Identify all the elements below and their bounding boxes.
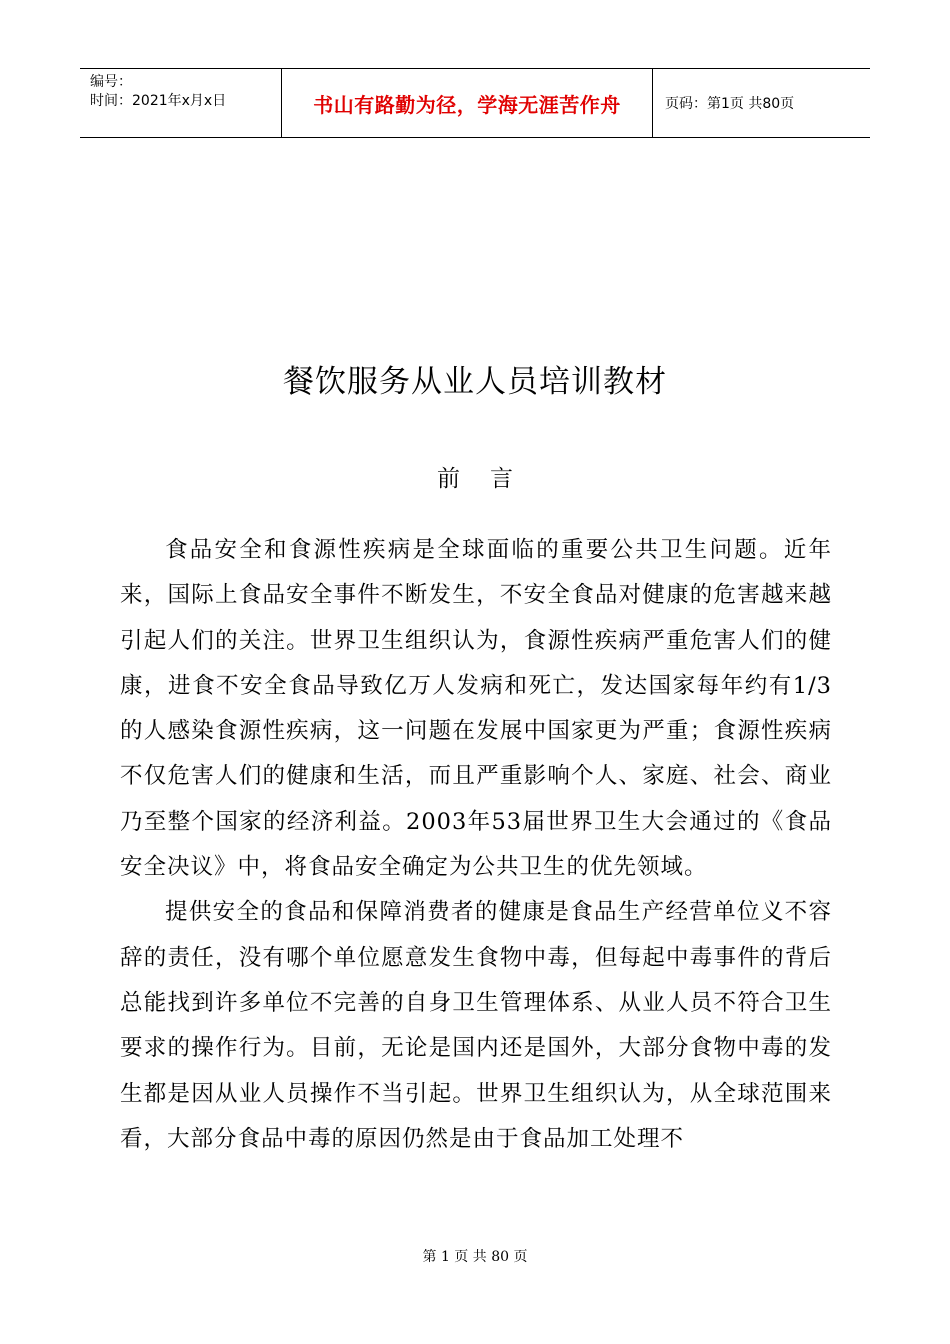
document-title: 餐饮服务从业人员培训教材 (283, 364, 667, 400)
page-header (80, 68, 870, 138)
paragraph: 提供安全的食品和保障消费者的健康是食品生产经营单位义不容辞的责任，没有哪个单位愿意发生食物中毒，但每起中毒事件的背后总能找到许多单位不完善的自身卫生管理体系、从业人员不符合卫生要求的操作行为。目前，无论是国内还是国外，大部分食物中毒的发生都是因从业人员操作不当引起。世界卫生组织认为，从全球范围来看，大部分食品中毒的原因仍然是由于食品加工处理不 (120, 899, 832, 1152)
time-label: 时间：2021年x月x日 (90, 93, 227, 109)
section-heading: 前言 (437, 466, 543, 492)
header-page-info (653, 69, 870, 137)
header-meta (80, 69, 281, 137)
document-body (120, 528, 832, 1162)
header-motto: 书山有路勤为径，学海无涯苦作舟 (313, 92, 621, 117)
page-info-label: 页码：第1页 共80页 (665, 96, 795, 112)
page-footer: 第 1 页 共 80 页 (422, 1249, 528, 1265)
paragraph: 食品安全和食源性疾病是全球面临的重要公共卫生问题。近年来，国际上食品安全事件不断发生，不安全食品对健康的危害越来越引起人们的关注。世界卫生组织认为，食源性疾病严重危害人们的健康，进食不安全食品导致亿万人发病和死亡，发达国家每年约有1/3的人感染食源性疾病，这一问题在发展中国家更为严重；食源性疾病不仅危害人们的健康和生活，而且严重影响个人、家庭、社会、商业乃至整个国家的经济利益。2003年53届世界卫生大会通过的《食品安全决议》中，将食品安全确定为公共卫生的优先领域。 (120, 537, 832, 881)
number-label: 编号： (90, 74, 132, 90)
header-motto-cell (281, 69, 653, 137)
